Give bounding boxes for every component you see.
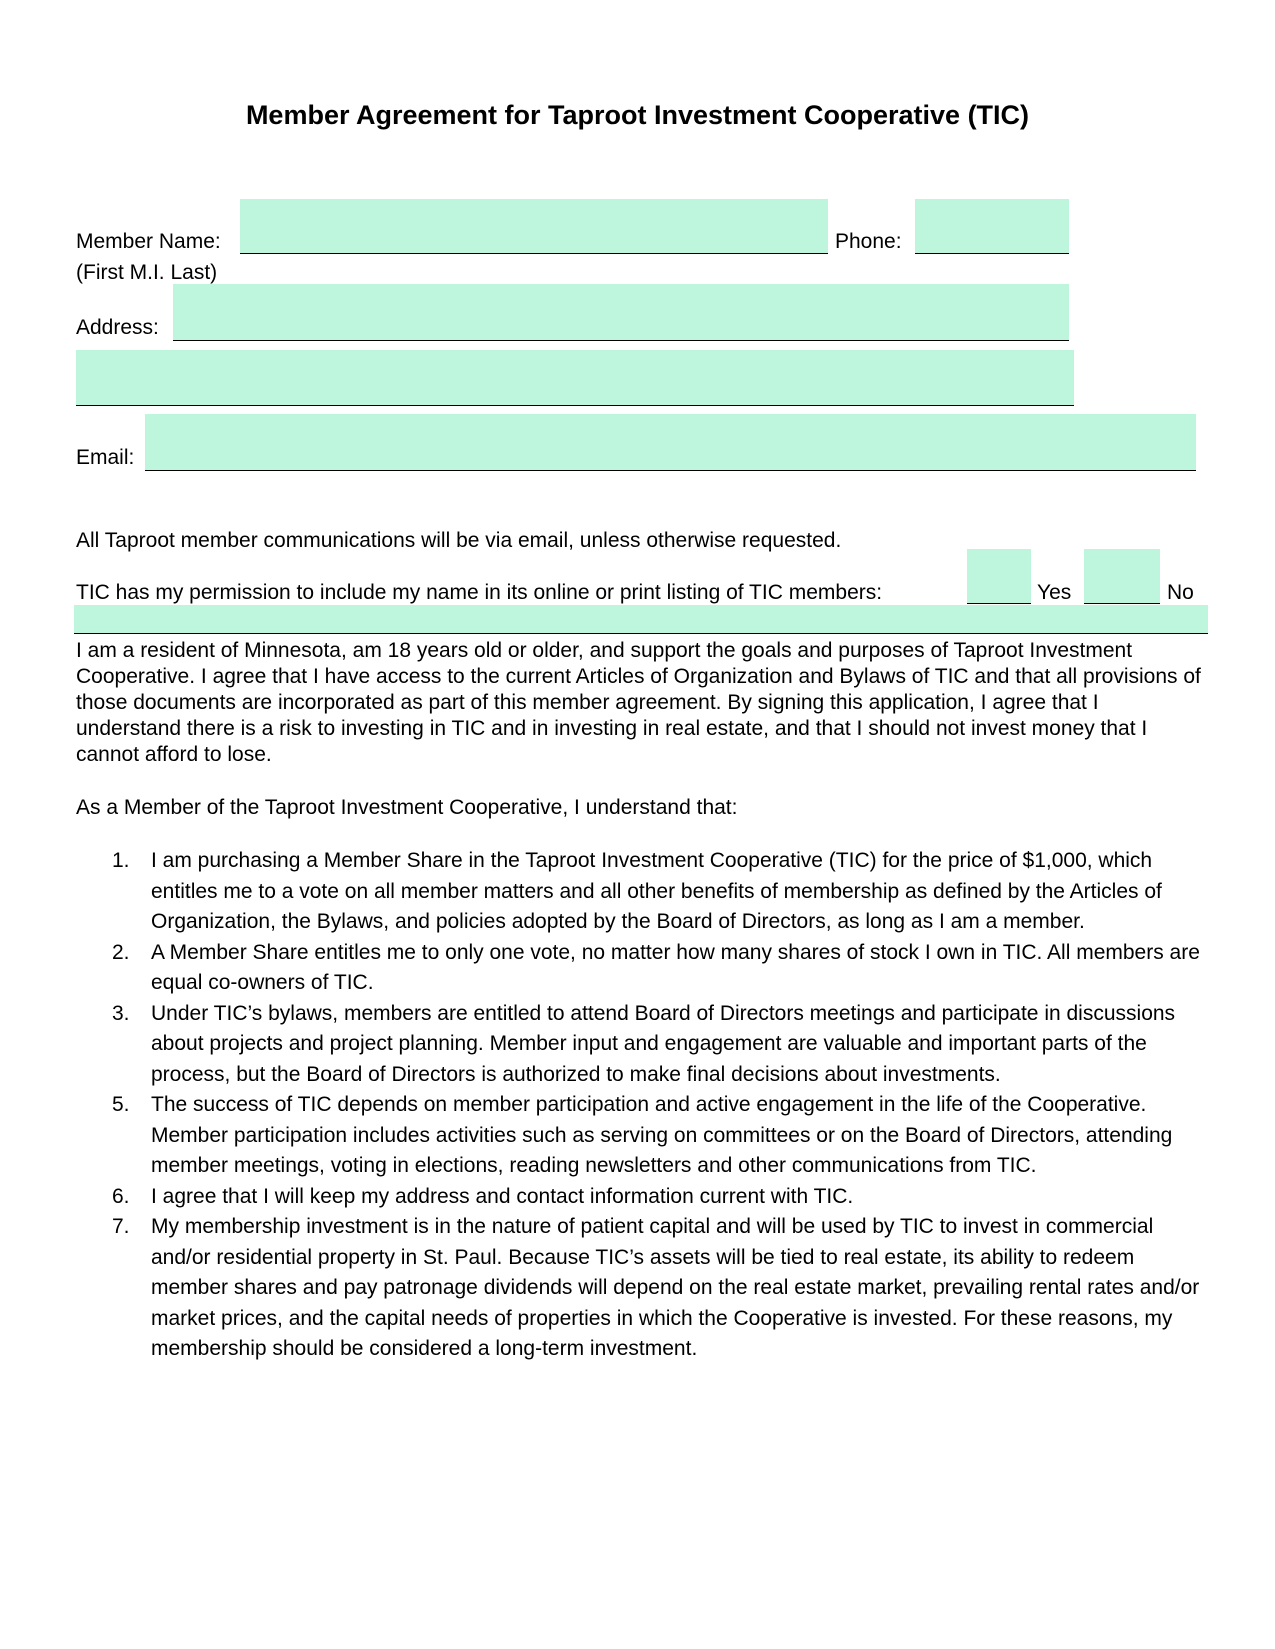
communications-note: All Taproot member communications will be via email, unless otherwise requested. bbox=[76, 529, 842, 552]
member-name-field[interactable] bbox=[240, 199, 828, 254]
permission-yes-field[interactable] bbox=[967, 549, 1031, 604]
list-item bbox=[76, 846, 1206, 938]
list-item-text: The success of TIC depends on member participation and active engagement in the life of the Cooperative. Member participation includes activities such as serving on committees or on the Board of Directors, attending member meetings, voting in elections, reading newsletters and other communications from TIC. bbox=[151, 1093, 1173, 1177]
list-item bbox=[76, 1212, 1206, 1365]
email-field[interactable] bbox=[145, 414, 1196, 471]
list-item-text: My membership investment is in the nature of patient capital and will be used by TIC to invest in commercial and/or residential property in St. Paul. Because TIC’s assets will be tied to real estate, its ability to redeem member shares and pay patronage dividends will depend on the real estate market, prevailing rental rates and/or market prices, and the capital needs of properties in which the Cooperative is invested. For these reasons, my membership should be considered a long-term investment. bbox=[151, 1215, 1200, 1360]
residency-paragraph: I am a resident of Minnesota, am 18 years old or older, and support the goals and purposes of Taproot Investment Cooperative. I agree that I have access to the current Articles of Organization and Bylaws of TIC and that all provisions of those documents are incorporated as part of this member agreement. By signing this application, I agree that I understand there is a risk to investing in TIC and in investing in real estate, and that I should not invest money that I cannot afford to lose. bbox=[76, 639, 1201, 766]
list-item-number: 6. bbox=[112, 1184, 130, 1208]
address-label: Address: bbox=[76, 316, 159, 339]
member-name-label: Member Name: bbox=[76, 230, 221, 253]
list-item-number: 3. bbox=[112, 1001, 130, 1025]
list-item-number: 5. bbox=[112, 1093, 130, 1116]
no-label: No bbox=[1167, 581, 1194, 604]
list-item-number: 2. bbox=[112, 940, 130, 964]
list-item bbox=[76, 999, 1206, 1091]
email-label: Email: bbox=[76, 446, 135, 469]
address-line2-field[interactable] bbox=[76, 350, 1074, 406]
list-item-text: Under TIC’s bylaws, members are entitled to attend Board of Directors meetings and participate in discussions about projects and project planning. Member input and engagement are valuable and important parts of the process, but the Board of Directors is authorized to make final decisions about investments. bbox=[151, 1001, 1176, 1086]
page-title: Member Agreement for Taproot Investment Cooperative (TIC) bbox=[245, 100, 1030, 130]
list-item bbox=[76, 1090, 1206, 1182]
phone-field[interactable] bbox=[915, 199, 1069, 254]
separator-highlight bbox=[74, 605, 1208, 633]
address-line1-field[interactable] bbox=[173, 284, 1069, 341]
list-item-text: A Member Share entitles me to only one vote, no matter how many shares of stock I own in TIC. All members are equal co-owners of TIC. bbox=[151, 940, 1200, 994]
phone-label: Phone: bbox=[835, 230, 902, 253]
list-item bbox=[76, 1182, 1206, 1213]
member-name-hint: (First M.I. Last) bbox=[76, 261, 218, 284]
permission-no-field[interactable] bbox=[1084, 549, 1160, 604]
list-item-text: I am purchasing a Member Share in the Taproot Investment Cooperative (TIC) for the price of $1,000, which entitles me to a vote on all member matters and all other benefits of membership as defined by the Articles of Organization, the Bylaws, and policies adopted by the Board of Directors, as long as I am a member. bbox=[151, 849, 1162, 933]
yes-label: Yes bbox=[1037, 581, 1072, 604]
separator-rule bbox=[74, 633, 1208, 634]
list-item-number: 1. bbox=[112, 849, 130, 872]
understanding-intro: As a Member of the Taproot Investment Cooperative, I understand that: bbox=[76, 796, 738, 819]
list-item-number: 7. bbox=[112, 1215, 130, 1238]
list-item-text: I agree that I will keep my address and contact information current with TIC. bbox=[151, 1184, 854, 1208]
permission-text: TIC has my permission to include my name in its online or print listing of TIC members: bbox=[76, 581, 883, 604]
list-item bbox=[76, 938, 1206, 999]
terms-list bbox=[76, 846, 1206, 1365]
